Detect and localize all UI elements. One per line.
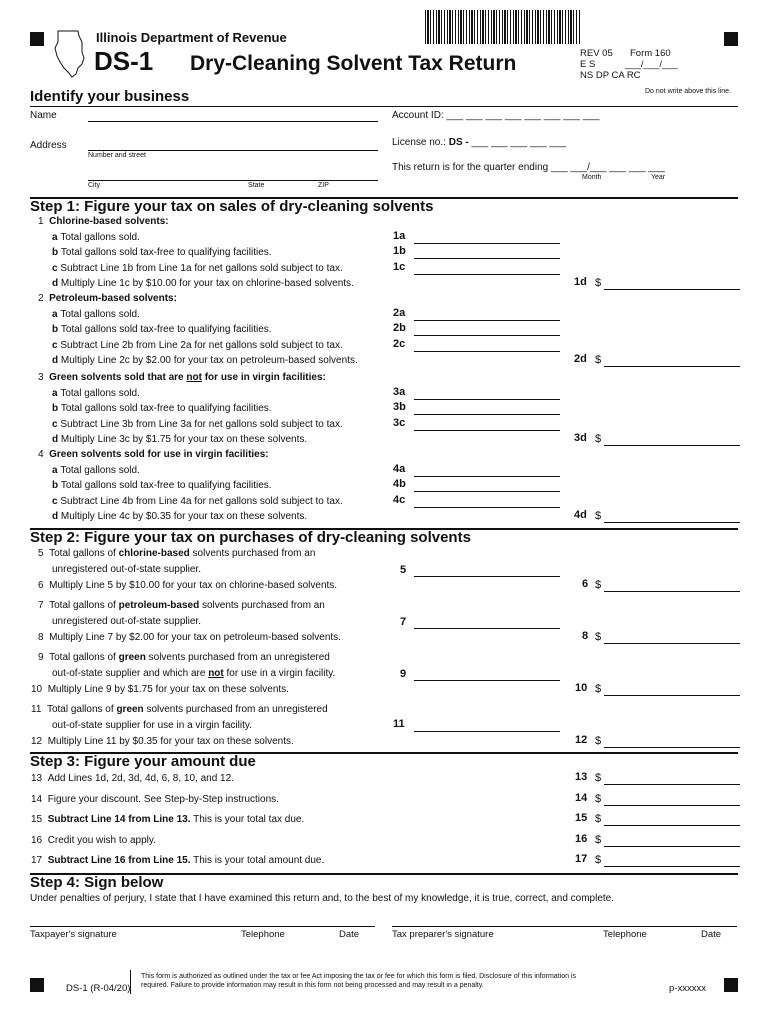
line-7-input[interactable] [414,618,560,629]
street-field[interactable] [88,150,378,151]
line-14-code: 14 [575,792,588,804]
taxpayer-signature-label: Taxpayer's signature [30,929,117,940]
sub-letter: c [52,495,61,507]
line-1c-text [52,263,343,274]
dollar-sign: $ [595,854,602,866]
dollar-sign: $ [595,834,602,846]
group-title: Green solvents sold for use in virgin facilities: [49,449,269,460]
sub-letter: a [52,231,61,243]
line-4-title [38,449,269,460]
line-13-code: 13 [575,771,588,783]
illinois-map-icon [52,28,86,80]
line-15-text: 15 Subtract Line 14 from Line 13. This is your total tax due. [31,814,305,825]
sub-text: Subtract Line 1b from Line 1a for net gallons sold subject to tax. [60,262,343,274]
line-16-input[interactable] [604,836,740,847]
line-7-text: 7 Total gallons of petroleum-based solvents purchased from an [38,600,325,611]
line-6-text: 6 Multiply Line 5 by $10.00 for your tax on chlorine-based solvents. [38,580,338,591]
line-5-text: 5 Total gallons of chlorine-based solvents purchased from an [38,548,316,559]
line-6-code: 6 [582,578,589,590]
line-11-text: 11 Total gallons of green solvents purchased from an unregistered [31,704,328,715]
line-13-input[interactable] [604,774,740,785]
line-17-code: 17 [575,853,588,865]
line-4b-input[interactable] [414,481,560,492]
sub-letter: a [52,464,61,476]
line-4c-code: 4c [393,493,406,506]
line-7-code: 7 [400,616,407,628]
line-16-text: 16 Credit you wish to apply. [31,835,156,846]
line-14-input[interactable] [604,795,740,806]
line-9-text-cont: out-of-state supplier and which are not for use in a virgin facility. [52,668,336,679]
line-15-code: 15 [575,812,588,824]
line-10-code: 10 [575,682,588,694]
step4-heading: Step 4: Sign below [30,874,164,891]
line-5-text-cont: unregistered out-of-state supplier. [52,564,201,575]
sub-letter: c [52,339,61,351]
line-11-text-cont: out-of-state supplier for use in a virgin facility. [52,720,252,731]
line-3a-input[interactable] [414,389,560,400]
preparer-date-label: Date [701,929,722,940]
sub-letter: c [52,262,61,274]
notice-line-2: required. Failure to provide information may result in this form not being processed and may result in a penalty. [141,982,484,989]
identify-heading: Identify your business [30,88,190,105]
line-4a-code: 4a [393,462,406,475]
dollar-sign: $ [595,433,602,446]
line-4b-code: 4b [393,478,406,491]
license-field[interactable] [392,137,566,148]
line-2c-text [52,340,343,351]
line-number: 3 [38,372,44,383]
line-4c-input[interactable] [414,497,560,508]
line-2b-input[interactable] [414,325,560,336]
line-9-text: 9 Total gallons of green solvents purchased from an unregistered [38,652,330,663]
sub-letter: d [52,278,61,290]
dollar-sign: $ [595,683,602,695]
registration-mark [724,32,738,46]
line-12-code: 12 [575,734,588,746]
group-title: for use in virgin facilities: [201,372,326,383]
license-prefix: DS - [448,137,469,148]
line-1d-input[interactable] [604,279,740,290]
sub-text: Subtract Line 4b from Line 4a for net gallons sold subject to tax. [60,495,343,507]
quarter-ending-field[interactable]: This return is for the quarter ending ___ ___/___ ___ ___ ___ [392,162,665,173]
line-3-title [38,372,326,383]
dollar-sign: $ [595,772,602,784]
line-9-input[interactable] [414,670,560,681]
line-number: 2 [38,293,44,304]
address-label: Address [30,140,67,151]
account-id-field[interactable]: Account ID: ___ ___ ___ ___ ___ ___ ___ ___ [392,110,600,121]
line-1a-input[interactable] [414,233,560,244]
sub-letter: a [52,387,61,399]
sub-text: Total gallons sold. [60,464,140,476]
street-caption: Number and street [88,152,146,159]
month-caption: Month [582,174,602,181]
group-title: Petroleum-based solvents: [49,293,177,304]
line-10-text: 10 Multiply Line 9 by $1.75 for your tax on these solvents. [31,684,289,695]
year-caption: Year [651,174,666,181]
line-1c-input[interactable] [414,264,560,275]
processing-date: ___/___/___ [625,59,678,70]
preparer-signature-field[interactable] [392,926,737,927]
preparer-signature-label: Tax preparer's signature [392,929,494,940]
line-3d-code: 3d [574,432,587,445]
license-label: License no.: [392,137,446,148]
line-2a-code: 2a [393,306,406,319]
rev-code: REV 05 [580,48,613,59]
license-blanks: ___ ___ ___ ___ ___ [471,137,567,148]
line-13-text: 13 Add Lines 1d, 2d, 3d, 4d, 6, 8, 10, and 12. [31,773,234,784]
line-number: 4 [38,449,44,460]
taxpayer-signature-field[interactable] [30,926,375,927]
preparer-telephone-label: Telephone [603,929,647,940]
sub-text: Multiply Line 3c by $1.75 for your tax on these solvents. [60,434,308,446]
sub-text: Multiply Line 2c by $2.00 for your tax on petroleum-based solvents. [60,355,358,367]
step3-heading: Step 3: Figure your amount due [30,753,256,770]
processing-codes: E S [580,59,596,70]
sub-letter: d [52,355,61,367]
form-code: DS-1 [94,46,154,76]
line-2d-text [52,355,358,366]
step2-heading: Step 2: Figure your tax on purchases of dry-cleaning solvents [30,529,471,546]
group-title: Chlorine-based solvents: [49,216,169,227]
line-2d-code: 2d [574,353,587,366]
line-10-input[interactable] [604,685,740,696]
line-4a-input[interactable] [414,466,560,477]
line-2b-code: 2b [393,322,406,335]
sub-text: Total gallons sold tax-free to qualifying facilities. [60,247,272,259]
line-1b-input[interactable] [414,248,560,259]
sub-letter: b [52,480,61,492]
sub-letter: d [52,434,61,446]
line-4d-input[interactable] [604,512,740,523]
registration-mark [30,978,44,992]
line-2a-text [52,309,140,320]
city-state-zip-field[interactable] [88,180,378,181]
sub-text: Total gallons sold tax-free to qualifying facilities. [60,480,272,492]
line-15-input[interactable] [604,815,740,826]
document-id: p-xxxxxx [669,983,706,994]
dollar-sign: $ [595,793,602,805]
line-3b-input[interactable] [414,404,560,415]
line-1b-text [52,247,272,258]
sub-text: Total gallons sold tax-free to qualifying facilities. [60,324,272,336]
line-5-input[interactable] [414,566,560,577]
form-revision: DS-1 (R-04/20) [66,983,131,994]
line-3c-text [52,419,343,430]
line-9-code: 9 [400,668,407,680]
line-8-code: 8 [582,630,589,642]
line-3c-code: 3c [393,416,406,429]
line-1a-code: 1a [393,229,406,242]
dollar-sign: $ [595,579,602,591]
city-caption: City [88,182,101,189]
line-14-text: 14 Figure your discount. See Step-by-Step instructions. [31,794,279,805]
group-title-emphasis: not [186,372,202,383]
registration-mark [30,32,44,46]
sub-text: Total gallons sold tax-free to qualifying facilities. [60,403,272,415]
line-5-code: 5 [400,564,407,576]
taxpayer-telephone-label: Telephone [241,929,285,940]
line-1d-text [52,278,354,289]
line-2c-code: 2c [393,337,406,350]
group-title: Green solvents sold that are [49,372,187,383]
line-16-code: 16 [575,833,588,845]
sub-text: Total gallons sold. [60,387,140,399]
line-7-text-cont: unregistered out-of-state supplier. [52,616,201,627]
sub-letter: d [52,511,61,523]
name-field[interactable] [88,121,378,122]
notice-line-1: This form is authorized as outlined under the tax or fee Act imposing the tax or fee for which this form is filed. Disclosure of this information is [141,973,576,980]
dollar-sign: $ [595,354,602,367]
line-1a-text [52,232,140,243]
department-name: Illinois Department of Revenue [96,30,287,45]
line-4b-text [52,480,272,491]
zip-caption: ZIP [318,182,329,189]
dollar-sign: $ [595,631,602,643]
line-11-code: 11 [393,718,405,730]
line-1c-code: 1c [393,260,406,273]
sub-text: Subtract Line 3b from Line 3a for net gallons sold subject to tax. [60,418,343,430]
declaration-text: Under penalties of perjury, I state that I have examined this return and, to the best of my knowledge, it is true, correct, and complete. [30,893,615,904]
sub-text: Subtract Line 2b from Line 2a for net gallons sold subject to tax. [60,339,343,351]
line-12-text: 12 Multiply Line 11 by $0.35 for your tax on these solvents. [31,736,294,747]
taxpayer-date-label: Date [339,929,360,940]
line-2c-input[interactable] [414,341,560,352]
dollar-sign: $ [595,735,602,747]
line-3d-input[interactable] [604,435,740,446]
line-3b-code: 3b [393,401,406,414]
line-17-text: 17 Subtract Line 16 from Line 15. This is your total amount due. [31,855,325,866]
line-8-text: 8 Multiply Line 7 by $2.00 for your tax on petroleum-based solvents. [38,632,341,643]
sub-letter: b [52,324,61,336]
line-17-input[interactable] [604,856,740,867]
line-3c-input[interactable] [414,420,560,431]
line-2a-input[interactable] [414,310,560,321]
sub-text: Multiply Line 1c by $10.00 for your tax on chlorine-based solvents. [60,278,354,290]
line-3a-text [52,388,140,399]
line-1-title [38,216,169,227]
line-number: 1 [38,216,44,227]
sub-letter: c [52,418,61,430]
line-12-input[interactable] [604,737,740,748]
line-8-input[interactable] [604,633,740,644]
processing-codes: NS DP CA RC [580,70,641,81]
line-2-title [38,293,177,304]
line-3b-text [52,403,272,414]
line-1d-code: 1d [574,276,587,289]
form-number: Form 160 [630,48,671,59]
name-label: Name [30,110,57,121]
sub-letter: b [52,403,61,415]
step1-heading: Step 1: Figure your tax on sales of dry-cleaning solvents [30,198,434,215]
dollar-sign: $ [595,277,602,290]
line-4a-text [52,465,140,476]
line-6-input[interactable] [604,581,740,592]
dollar-sign: $ [595,813,602,825]
sub-text: Multiply Line 4c by $0.35 for your tax on these solvents. [60,511,308,523]
barcode [425,10,580,44]
line-2b-text [52,324,272,335]
line-3d-text [52,434,307,445]
state-caption: State [248,182,265,189]
dollar-sign: $ [595,510,602,523]
line-3a-code: 3a [393,385,406,398]
sub-letter: b [52,247,61,259]
registration-mark [724,978,738,992]
sub-text: Total gallons sold. [60,308,140,320]
line-2d-input[interactable] [604,356,740,367]
sub-text: Total gallons sold. [60,231,140,243]
page-title: Dry-Cleaning Solvent Tax Return [190,52,517,75]
line-4d-code: 4d [574,509,587,522]
sub-letter: a [52,308,61,320]
line-4d-text [52,511,307,522]
office-use-note: Do not write above this line. [645,88,731,95]
line-1b-code: 1b [393,245,406,258]
line-4c-text [52,496,343,507]
line-11-input[interactable] [414,721,560,732]
